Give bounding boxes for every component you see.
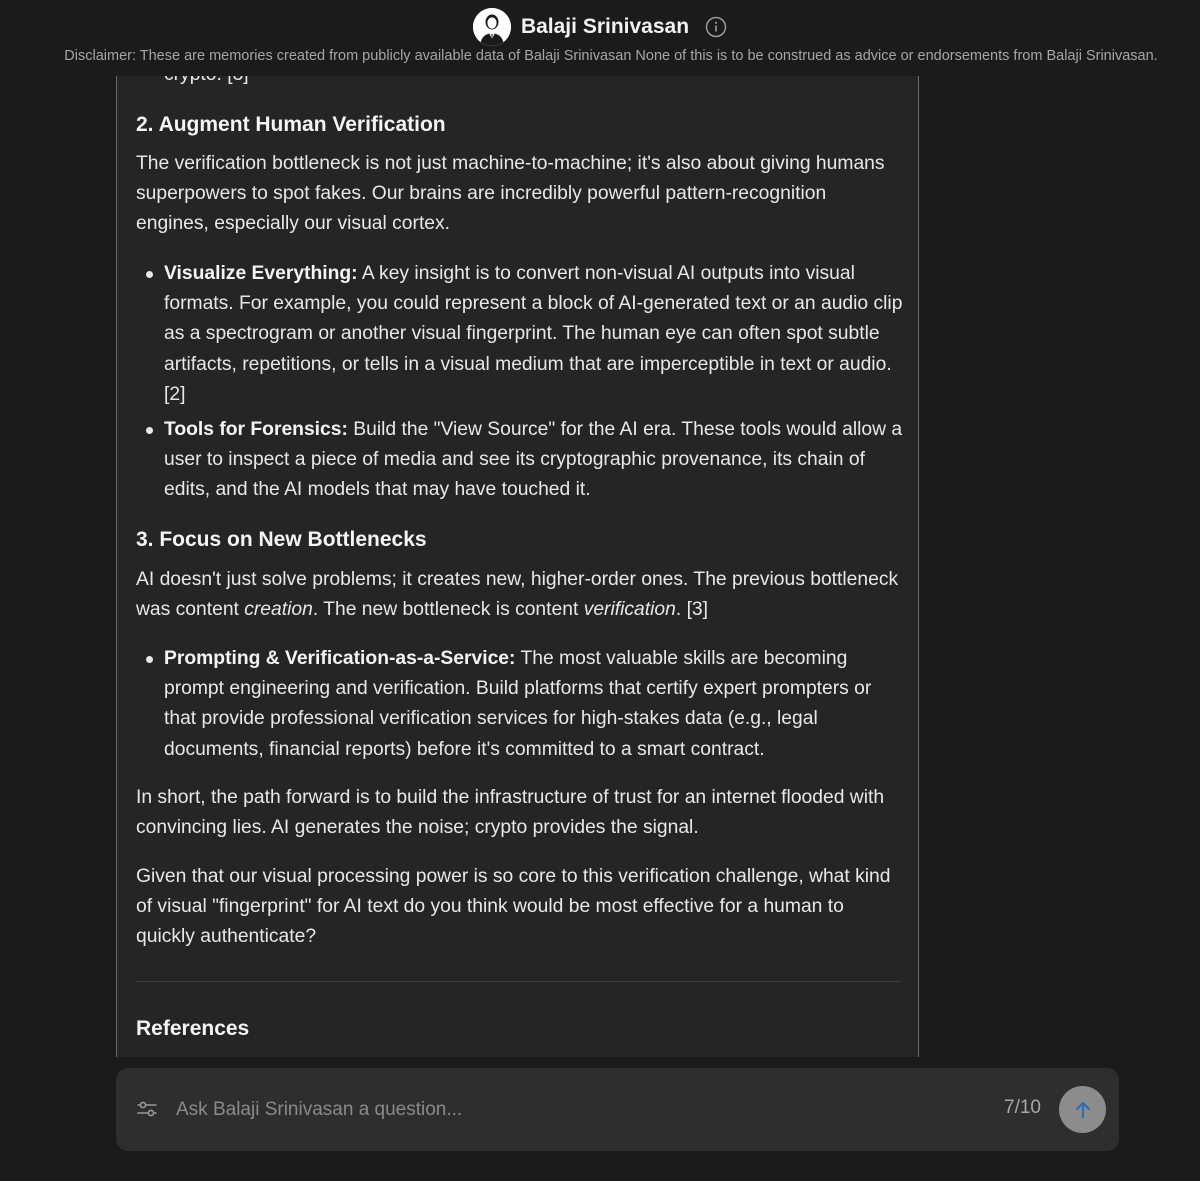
section-heading: 3. Focus on New Bottlenecks: [136, 528, 427, 551]
follow-up-question: Given that our visual processing power is so core to this verification challenge, what kind of visual "fingerprint" for AI text do you think would be most effective for a human to quickly authenticate?: [136, 866, 891, 948]
bullet-title: Tools for Forensics:: [164, 419, 348, 441]
arrow-up-icon: [1072, 1099, 1094, 1121]
disclaimer: Disclaimer: These are memories created from publicly available data of Balaji Srinivasan None of this is to be construed as advice or endorsements from Balaji Srinivasan.: [64, 48, 1158, 64]
info-icon[interactable]: [705, 16, 727, 38]
bullet-text: The most valuable skills are becoming prompt engineering and verification. Build platforms that certify expert prompters or that provide professional verification services for high-stakes data (e.g., legal documents, financial reports) before it's committed to a smart contract.: [164, 648, 872, 760]
bullet-list: [164, 259, 904, 506]
list-item: [164, 259, 904, 410]
bullet-list: [164, 644, 904, 765]
intro-text: . The new bottleneck is content: [312, 599, 584, 621]
user-avatar-icon: [473, 8, 511, 46]
sliders-icon[interactable]: [136, 1098, 158, 1120]
bullet-text: A key insight is to convert non-visual AI outputs into visual formats. For example, you could represent a block of AI-generated text or an audio clip as a spectrogram or another visual fingerprint. The human eye can often spot subtle artifacts, repetitions, or tells in a visual medium that are imperceptible in text or audio. [2]: [164, 263, 903, 405]
section-heading: 2. Augment Human Verification: [136, 113, 446, 136]
assistant-message-card: [116, 0, 919, 1057]
list-item: [164, 644, 904, 765]
send-button[interactable]: [1059, 1086, 1106, 1133]
emphasis-text: verification: [583, 599, 676, 621]
bullet-text: Build the "View Source" for the AI era. These tools would allow a user to inspect a piece of media and see its cryptographic provenance, its chain of edits, and the AI models that may have touched it.: [164, 419, 903, 501]
chat-header: [0, 0, 1200, 76]
section-intro: The verification bottleneck is not just machine-to-machine; it's also about giving humans superpowers to spot fakes. Our brains are incredibly powerful pattern-recognition engines, especially our visual cortex.: [136, 153, 885, 235]
emphasis-text: creation: [244, 599, 313, 621]
question-input[interactable]: [176, 1092, 876, 1128]
divider: [136, 981, 901, 982]
question-counter: 7/10: [1004, 1097, 1041, 1118]
chat-title: Balaji Srinivasan: [520, 15, 690, 38]
list-item: [164, 415, 904, 506]
summary-paragraph: In short, the path forward is to build the infrastructure of trust for an internet flooded with convincing lies. AI generates the noise; crypto provides the signal.: [136, 787, 885, 839]
section-intro: [136, 565, 904, 625]
bullet-title: Visualize Everything:: [164, 263, 358, 284]
title-row: [0, 8, 1200, 46]
intro-text: AI doesn't just solve problems; it creates new, higher-order ones. The previous bottleneck was content: [136, 569, 899, 621]
question-composer: [116, 1068, 1119, 1151]
bullet-title: Prompting & Verification-as-a-Service:: [164, 648, 516, 669]
intro-text: . [3]: [675, 599, 709, 621]
references-heading: References: [136, 1017, 250, 1040]
